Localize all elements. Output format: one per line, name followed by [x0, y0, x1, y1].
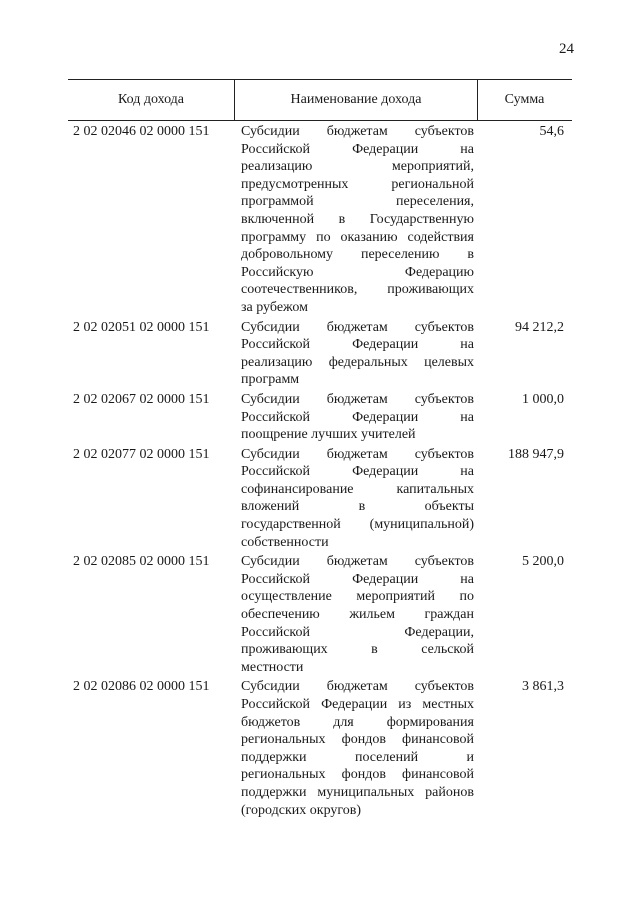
- table-row: [68, 678, 572, 819]
- income-name-line: обеспечению жильем граждан: [241, 607, 474, 623]
- income-name-line: Российской Федерации из местных: [241, 697, 474, 712]
- income-name-line: реализацию мероприятий,: [241, 159, 474, 175]
- income-name-line: государственной (муниципальной): [241, 517, 474, 533]
- income-name: [241, 319, 474, 389]
- column-header-name: Наименование дохода: [234, 80, 478, 120]
- income-name-line: проживающих в сельской: [241, 642, 474, 658]
- income-name-line: добровольному переселению в: [241, 247, 474, 263]
- income-name-line: поддержки муниципальных районов: [241, 784, 474, 800]
- table-row: [68, 123, 572, 317]
- income-sum: 5 200,0: [522, 554, 564, 570]
- income-name-line: Российской Федерации на: [241, 337, 474, 353]
- income-table-body: [68, 123, 572, 821]
- income-name-line: Российской Федерации на: [241, 464, 474, 480]
- table-row: [68, 446, 572, 552]
- income-name-line: (городских округов): [241, 802, 362, 818]
- income-name-line: Российской Федерации на: [241, 409, 474, 425]
- income-name-line: региональных фондов финансовой: [241, 732, 474, 748]
- income-code: 2 02 02051 02 0000 151: [73, 319, 210, 335]
- table-row: [68, 391, 572, 444]
- income-sum: 3 861,3: [522, 679, 564, 695]
- income-name: [241, 391, 474, 444]
- income-name-line: Субсидии бюджетам субъектов: [241, 554, 474, 570]
- income-name-line: Субсидии бюджетам субъектов: [241, 124, 474, 139]
- income-code: 2 02 02067 02 0000 151: [73, 391, 210, 407]
- income-name-line: Субсидии бюджетам субъектов: [241, 679, 474, 695]
- income-name-line: Субсидии бюджетам субъектов: [241, 391, 474, 407]
- income-sum: 54,6: [539, 124, 564, 139]
- income-name: [241, 553, 474, 676]
- income-name-line: поддержки поселений и: [241, 749, 474, 765]
- income-code: 2 02 02085 02 0000 151: [73, 554, 210, 570]
- income-name-line: Субсидии бюджетам субъектов: [241, 319, 474, 335]
- income-name: [241, 123, 474, 317]
- income-name-line: соотечественников, проживающих: [241, 282, 474, 298]
- income-name-line: за рубежом: [241, 299, 308, 315]
- income-name-line: поощрение лучших учителей: [241, 427, 416, 443]
- table-row: [68, 553, 572, 676]
- income-name-line: софинансирование капитальных: [241, 481, 474, 497]
- income-name-line: Российскую Федерацию: [241, 264, 474, 280]
- income-sum: 188 947,9: [508, 446, 564, 462]
- income-name-line: Российской Федерации,: [241, 624, 474, 640]
- income-code: 2 02 02046 02 0000 151: [73, 124, 210, 139]
- page-number: 24: [559, 41, 574, 57]
- column-header-sum: Сумма: [504, 92, 545, 107]
- income-name-line: бюджетов для формирования: [241, 714, 474, 730]
- income-name-line: местности: [241, 659, 304, 675]
- income-name-line: собственности: [241, 534, 329, 550]
- income-name-line: программу по оказанию содействия: [241, 229, 474, 245]
- income-name-line: Российской Федерации на: [241, 571, 474, 587]
- income-name-line: осуществление мероприятий по: [241, 589, 474, 605]
- income-name-line: программ: [241, 372, 300, 388]
- income-name-line: Субсидии бюджетам субъектов: [241, 446, 474, 462]
- table-row: [68, 319, 572, 389]
- income-sum: 94 212,2: [515, 319, 564, 335]
- income-name-line: реализацию федеральных целевых: [241, 354, 474, 370]
- income-name-line: региональных фондов финансовой: [241, 767, 474, 783]
- income-name-line: включенной в Государственную: [241, 211, 474, 227]
- income-name-line: вложений в объекты: [241, 499, 474, 515]
- income-name: [241, 446, 474, 552]
- income-sum: 1 000,0: [522, 391, 564, 407]
- table-header: [68, 79, 572, 121]
- income-name-line: Российской Федерации на: [241, 141, 474, 157]
- income-code: 2 02 02086 02 0000 151: [73, 679, 210, 695]
- income-code: 2 02 02077 02 0000 151: [73, 446, 210, 462]
- income-name-line: программой переселения,: [241, 194, 474, 210]
- income-name-line: предусмотренных региональной: [241, 176, 474, 192]
- column-header-code: Код дохода: [117, 92, 185, 107]
- income-name: [241, 678, 474, 819]
